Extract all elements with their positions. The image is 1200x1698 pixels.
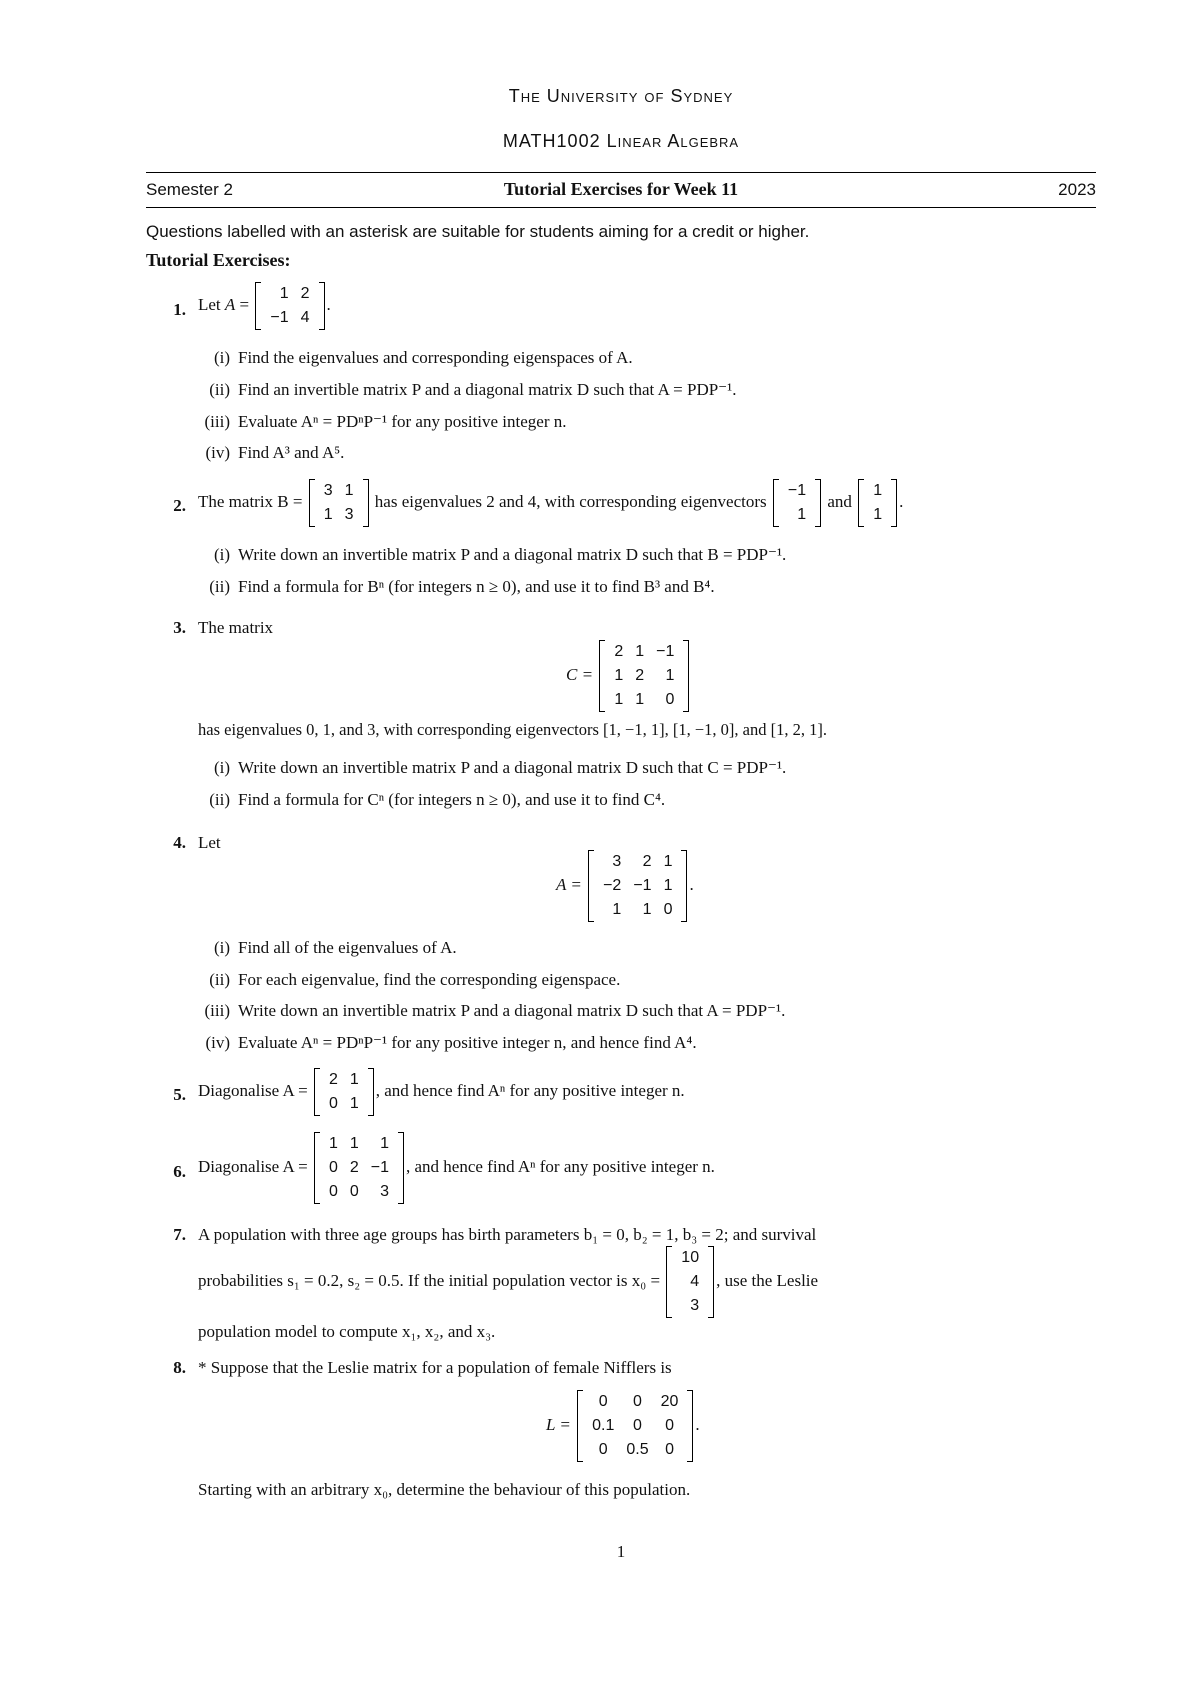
question-lead: Let <box>198 833 221 852</box>
matrix-row <box>675 1270 705 1294</box>
matrix <box>588 850 687 922</box>
matrix-row <box>318 503 360 527</box>
matrix-entry: 0.5 <box>626 1441 649 1458</box>
sub-question: (i) Write down an invertible matrix P and a diagonal matrix D such that B = PDP⁻¹. <box>213 545 787 564</box>
course-title: MATH1002 Linear Algebra <box>502 131 740 151</box>
matrix-row <box>597 898 678 922</box>
sub-question: (i) Find all of the eigenvalues of A. <box>213 938 457 957</box>
matrix-row <box>264 306 315 330</box>
matrix-entry: 0 <box>328 1159 338 1176</box>
matrix-row <box>323 1180 395 1204</box>
page-number: 1 <box>616 1542 626 1561</box>
matrix-row <box>867 479 888 503</box>
matrix-entry: 0 <box>633 1393 642 1410</box>
question-lead: Let <box>198 294 221 314</box>
question-7-line: probabilities s₁ = 0.2, s₂ = 0.5. If the initial population vector is x₀ = 10 4 3 , use the Leslie <box>198 1246 818 1318</box>
sub-question: (ii) Find a formula for Bⁿ (for integers n ≥ 0), and use it to find B³ and B⁴. <box>209 577 715 596</box>
question-1-stem: Let A = 1 2 −1 4 . <box>198 282 331 330</box>
matrix-equation: A = 3 2 1 −2 −1 1 1 1 0 . <box>556 850 694 922</box>
matrix-row <box>675 1246 705 1270</box>
matrix-entry: 1 <box>612 901 622 918</box>
question-number: 6. <box>173 1162 186 1181</box>
question-6-stem: Diagonalise A = 1 1 1 0 2 −1 0 0 3 , and hence find Aⁿ for any positive integer n. <box>198 1132 715 1204</box>
matrix-entry: 1 <box>349 1071 359 1088</box>
question-5-stem: Diagonalise A = 2 1 0 1 , and hence find Aⁿ for any positive integer n. <box>198 1068 685 1116</box>
matrix-entry: 1 <box>344 482 354 499</box>
matrix-entry: 1 <box>665 667 675 684</box>
question-number: 5. <box>173 1085 186 1104</box>
question-8-text: Starting with an arbitrary x₀, determine the behaviour of this population. <box>198 1480 691 1499</box>
matrix-entry: 20 <box>660 1393 679 1410</box>
sub-question: (i) Find the eigenvalues and corresponding eigenspaces of A. <box>213 348 633 367</box>
matrix-row <box>586 1414 684 1438</box>
matrix-entry: 1 <box>663 853 673 870</box>
matrix-row <box>597 874 678 898</box>
matrix-entry: 0 <box>328 1095 338 1112</box>
document-page <box>146 0 1096 1698</box>
matrix-entry: 1 <box>328 1135 338 1152</box>
question-number: 3. <box>173 618 186 637</box>
matrix-row <box>586 1390 684 1414</box>
matrix-equation: C = 2 1 −1 1 2 1 1 1 0 <box>566 640 691 712</box>
intro-text: Questions labelled with an asterisk are suitable for students aiming for a credit or higher. <box>146 222 810 241</box>
matrix-entry: 3 <box>380 1183 389 1200</box>
matrix-entry: 0 <box>665 1441 674 1458</box>
sub-question: (iv) Evaluate Aⁿ = PDⁿP⁻¹ for any positive integer n, and hence find A⁴. <box>205 1033 697 1052</box>
question-number: 1. <box>173 300 186 319</box>
question-8-lead: * Suppose that the Leslie matrix for a population of female Nifflers is <box>198 1358 672 1377</box>
semester-label: Semester 2 <box>146 180 233 199</box>
question-number: 2. <box>173 496 186 515</box>
matrix-row <box>323 1068 365 1092</box>
matrix-entry: 1 <box>635 643 645 660</box>
matrix-row <box>608 640 680 664</box>
matrix-entry: −1 <box>656 643 675 660</box>
vector <box>858 479 897 527</box>
matrix-entry: 1 <box>323 506 333 523</box>
matrix-entry: −1 <box>370 1159 389 1176</box>
matrix <box>309 479 369 527</box>
matrix-row <box>318 479 360 503</box>
matrix <box>577 1390 693 1462</box>
matrix-entry: −2 <box>603 877 622 894</box>
matrix-entry: 2 <box>328 1071 338 1088</box>
matrix-entry: 0 <box>598 1441 608 1458</box>
matrix <box>599 640 689 712</box>
matrix-entry: 3 <box>690 1297 700 1314</box>
matrix-entry: 1 <box>642 901 652 918</box>
matrix-entry: 4 <box>690 1273 700 1290</box>
sub-question: (iii) Evaluate Aⁿ = PDⁿP⁻¹ for any positive integer n. <box>204 412 567 431</box>
matrix-entry: 4 <box>300 309 310 326</box>
matrix-entry: 3 <box>344 506 354 523</box>
matrix-row <box>597 850 678 874</box>
question-7-line: population model to compute x₁, x₂, and x₃. <box>198 1322 496 1341</box>
matrix-entry: 3 <box>323 482 333 499</box>
matrix-entry: 1 <box>663 877 673 894</box>
matrix-entry: 2 <box>349 1159 359 1176</box>
matrix-row <box>782 479 812 503</box>
matrix-entry: 1 <box>614 667 624 684</box>
matrix-equation: L = 0 0 20 0.1 0 0 0 0.5 0 . <box>546 1390 700 1462</box>
sub-question: (iv) Find A³ and A⁵. <box>205 443 345 462</box>
matrix-entry: 1 <box>797 506 807 523</box>
matrix-entry: 2 <box>300 285 310 302</box>
sub-question: (ii) Find an invertible matrix P and a diagonal matrix D such that A = PDP⁻¹. <box>209 380 737 399</box>
matrix-entry: 1 <box>635 691 645 708</box>
sub-question: (iii) Write down an invertible matrix P and a diagonal matrix D such that A = PDP⁻¹. <box>204 1001 786 1020</box>
question-7-line: A population with three age groups has birth parameters b₁ = 0, b₂ = 1, b₃ = 2; and survival <box>198 1225 817 1244</box>
question-number: 4. <box>173 833 186 852</box>
matrix-entry: 0 <box>598 1393 608 1410</box>
matrix-row <box>323 1092 365 1116</box>
matrix-entry: 2 <box>614 643 624 660</box>
matrix-entry: 0 <box>328 1183 338 1200</box>
matrix-row <box>264 282 315 306</box>
matrix-row <box>608 688 680 712</box>
matrix-entry: 1 <box>380 1135 389 1152</box>
header-bar <box>146 172 1096 208</box>
matrix-entry: 0.1 <box>592 1417 615 1434</box>
matrix-entry: 2 <box>642 853 652 870</box>
sheet-title: Tutorial Exercises for Week 11 <box>503 179 739 199</box>
question-number: 8. <box>173 1358 186 1377</box>
matrix-entry: 3 <box>612 853 622 870</box>
matrix-entry: 0 <box>665 691 675 708</box>
matrix-entry: 0 <box>633 1417 642 1434</box>
sub-question: (ii) For each eigenvalue, find the corresponding eigenspace. <box>209 970 621 989</box>
matrix-row <box>782 503 812 527</box>
matrix-entry: 10 <box>681 1249 700 1266</box>
matrix <box>255 282 324 330</box>
matrix-entry: −1 <box>633 877 652 894</box>
vector <box>773 479 821 527</box>
question-number: 7. <box>173 1225 186 1244</box>
matrix-row <box>675 1294 705 1318</box>
matrix-entry: 1 <box>873 506 883 523</box>
matrix-entry: −1 <box>787 482 807 499</box>
question-2-stem: The matrix B = 3 1 1 3 has eigenvalues 2 and 4, with corresponding eigenvectors −1 1 and 1 1 . <box>198 479 903 527</box>
university-name: The University of Sydney <box>508 86 734 106</box>
matrix-row <box>323 1132 395 1156</box>
matrix-entry: −1 <box>270 309 289 326</box>
section-title: Tutorial Exercises: <box>146 250 291 270</box>
matrix-entry: 1 <box>873 482 883 499</box>
matrix-entry: 0 <box>665 1417 674 1434</box>
matrix-row <box>867 503 888 527</box>
matrix-row <box>586 1438 684 1462</box>
sub-question: (ii) Find a formula for Cⁿ (for integers n ≥ 0), and use it to find C⁴. <box>209 790 666 809</box>
question-lead: The matrix <box>198 618 274 637</box>
matrix-entry: 1 <box>279 285 289 302</box>
matrix-entry: 0 <box>663 901 673 918</box>
matrix-entry: 0 <box>349 1183 359 1200</box>
matrix-entry: 2 <box>635 667 645 684</box>
matrix-entry: 1 <box>349 1135 359 1152</box>
matrix-row <box>608 664 680 688</box>
matrix <box>314 1132 404 1204</box>
matrix-entry: 1 <box>614 691 624 708</box>
year-label: 2023 <box>1058 180 1096 199</box>
matrix-entry: 1 <box>349 1095 359 1112</box>
matrix <box>314 1068 374 1116</box>
vector <box>666 1246 714 1318</box>
sub-question: (i) Write down an invertible matrix P and a diagonal matrix D such that C = PDP⁻¹. <box>213 758 787 777</box>
question-3-text: has eigenvalues 0, 1, and 3, with corresponding eigenvectors [1, −1, 1], [1, −1, 0], and [1, 2, 1]. <box>198 720 827 739</box>
matrix-row <box>323 1156 395 1180</box>
